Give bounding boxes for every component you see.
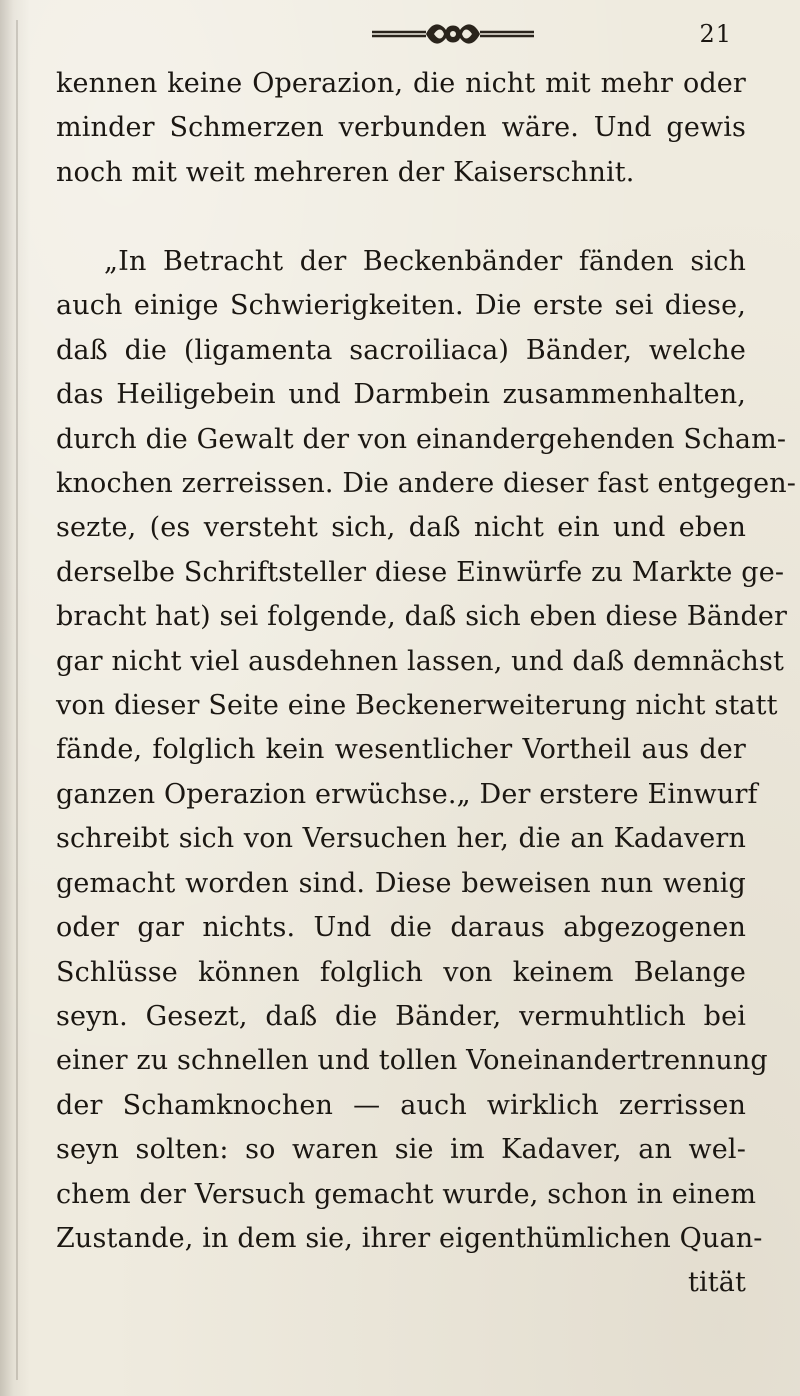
text-line: durch die Gewalt der von einandergehenden Scham- — [56, 423, 787, 455]
catchword: tität — [687, 1267, 746, 1299]
page-header — [0, 0, 800, 64]
text-line: schreibt sich von Versuchen her, die an Kadavern — [56, 823, 746, 855]
gutter-line — [16, 20, 18, 1380]
page-number: 21 — [699, 20, 732, 48]
text-line: von dieser Seite eine Beckenerweiterung nicht statt — [56, 690, 778, 722]
paragraph-2 — [56, 240, 797, 1306]
text-line: Zustande, in dem sie, ihrer eigenthümlichen Quan- — [56, 1222, 763, 1254]
text-line: einer zu schnellen und tollen Voneinandertrennung — [56, 1045, 768, 1077]
gutter-shadow — [0, 0, 30, 1396]
text-line: seyn solten: so waren sie im Kadaver, an wel- — [56, 1134, 746, 1166]
text-line: gemacht worden sind. Diese beweisen nun wenig — [56, 867, 746, 899]
text-line: knochen zerreissen. Die andere dieser fast entgegen- — [56, 468, 797, 500]
text-line: das Heiligebein und Darmbein zusammenhalten, — [56, 379, 746, 411]
text-line: der Schamknochen — auch wirklich zerrissen — [56, 1089, 746, 1121]
paragraph-1 — [56, 62, 746, 195]
text-line: gar nicht viel ausdehnen lassen, und daß demnächst — [56, 645, 784, 677]
text-line: auch einige Schwierigkeiten. Die erste sei diese, — [56, 290, 746, 322]
text-line: „In Betracht der Beckenbänder fänden sich — [104, 246, 746, 277]
ornament-vignette-icon — [368, 18, 538, 50]
text-line: seyn. Gesezt, daß die Bänder, vermuhtlich bei — [56, 1000, 746, 1032]
text-line: fände, folglich kein wesentlicher Vortheil aus der — [56, 734, 746, 766]
text-line: derselbe Schriftsteller diese Einwürfe zu Markte ge- — [56, 556, 785, 588]
text-line: kennen keine Operazion, die nicht mit mehr oder — [56, 68, 746, 99]
text-line: Schlüsse können folglich von keinem Belange — [56, 956, 746, 988]
text-line: daß die (ligamenta sacroiliaca) Bänder, welche — [56, 334, 746, 366]
text-line: bracht hat) sei folgende, daß sich eben diese Bänder — [56, 601, 788, 633]
text-line: ganzen Operazion erwüchse.„ Der erstere Einwurf — [56, 778, 758, 810]
text-line: oder gar nichts. Und die daraus abgezogenen — [56, 912, 746, 944]
text-line: minder Schmerzen verbunden wäre. Und gewis — [56, 112, 746, 144]
text-line: chem der Versuch gemacht wurde, schon in einem — [56, 1178, 757, 1210]
text-line: noch mit weit mehreren der Kaiserschnit. — [56, 156, 635, 188]
text-line: sezte, (es versteht sich, daß nicht ein und eben — [56, 512, 746, 544]
